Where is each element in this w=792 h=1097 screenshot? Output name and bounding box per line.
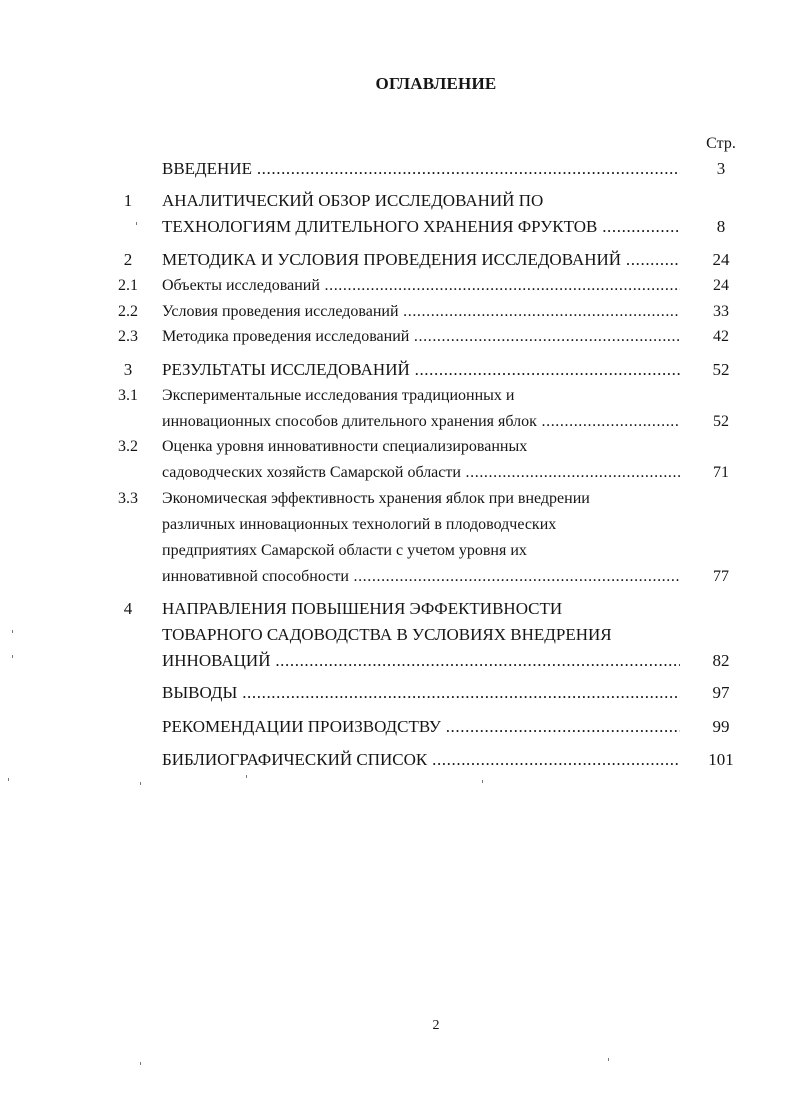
toc-entry-line xyxy=(0,598,792,620)
toc-entry-title: БИБЛИОГРАФИЧЕСКИЙ СПИСОК ..... xyxy=(162,749,680,771)
toc-entry-line xyxy=(0,488,792,510)
toc-entry-page: 71 xyxy=(713,464,729,481)
toc-entry-line xyxy=(0,301,792,323)
toc-entry-title: ИННОВАЦИЙ ..... xyxy=(162,650,680,672)
toc-entry-line xyxy=(0,540,792,562)
toc-entry-page: 24 xyxy=(712,250,730,269)
toc-entry-title: ВЫВОДЫ ..... xyxy=(162,682,680,704)
toc-entry-page: 52 xyxy=(712,360,730,379)
toc-entry-page: 33 xyxy=(713,303,729,320)
toc-entry-title: предприятиях Самарской области с учетом уровня их xyxy=(162,542,527,559)
scan-speck xyxy=(140,1062,141,1065)
toc-entry-title: НАПРАВЛЕНИЯ ПОВЫШЕНИЯ ЭФФЕКТИВНОСТИ xyxy=(162,599,563,618)
scan-speck xyxy=(482,780,483,783)
scan-speck xyxy=(140,782,141,785)
toc-entry-page: 99 xyxy=(712,717,730,736)
toc-entry-page: 77 xyxy=(713,568,729,585)
toc-entry-title: ВВЕДЕНИЕ ..... xyxy=(162,158,680,180)
toc-entry-line xyxy=(0,716,792,738)
toc-entry-page: 82 xyxy=(712,651,730,670)
toc-title: ОГЛАВЛЕНИЕ xyxy=(375,74,497,93)
footer-page-number: 2 xyxy=(432,1018,440,1033)
toc-entry-line xyxy=(0,275,792,297)
toc-entry-number: 3.2 xyxy=(118,438,138,455)
toc-entry-number: 3 xyxy=(123,360,133,379)
toc-entry-title: Экономическая эффективность хранения яблок при внедрении xyxy=(162,490,590,507)
toc-entry-line xyxy=(0,158,792,180)
toc-entry-line xyxy=(0,514,792,536)
toc-entry-number: 3.1 xyxy=(118,387,138,404)
toc-entry-line xyxy=(0,411,792,433)
toc-entry-number: 4 xyxy=(123,599,133,618)
toc-entry-line xyxy=(0,436,792,458)
toc-entry-line xyxy=(0,326,792,348)
toc-entry-title: Объекты исследований ..... xyxy=(162,275,680,297)
toc-entry-line xyxy=(0,216,792,238)
toc-entry-line xyxy=(0,682,792,704)
toc-entry-title: инновативной способности ..... xyxy=(162,566,680,588)
toc-entry-line xyxy=(0,249,792,271)
toc-entry-line xyxy=(0,359,792,381)
toc-entry-page: 97 xyxy=(712,683,730,702)
toc-entry-title: Оценка уровня инновативности специализированных xyxy=(162,438,528,455)
scan-speck xyxy=(136,222,137,225)
toc-entry-page: 8 xyxy=(716,217,726,236)
scan-speck xyxy=(12,630,13,633)
scan-speck xyxy=(8,778,9,781)
toc-entry-line xyxy=(0,624,792,646)
toc-entry-page: 101 xyxy=(708,750,734,769)
toc-entry-title: Методика проведения исследований ..... xyxy=(162,326,680,348)
toc-entry-line xyxy=(0,650,792,672)
toc-entry-page: 42 xyxy=(713,328,729,345)
toc-entry-title: инновационных способов длительного хранения яблок ..... xyxy=(162,411,680,433)
toc-entry-title: ТЕХНОЛОГИЯМ ДЛИТЕЛЬНОГО ХРАНЕНИЯ ФРУКТОВ ..... xyxy=(162,216,680,238)
toc-entry-title: АНАЛИТИЧЕСКИЙ ОБЗОР ИССЛЕДОВАНИЙ ПО xyxy=(162,191,544,210)
toc-entry-line xyxy=(0,749,792,771)
toc-entry-line xyxy=(0,385,792,407)
toc-entry-number: 1 xyxy=(123,191,133,210)
toc-entry-title: РЕЗУЛЬТАТЫ ИССЛЕДОВАНИЙ ..... xyxy=(162,359,680,381)
toc-entry-number: 2.2 xyxy=(118,303,138,320)
toc-entry-number: 2.3 xyxy=(118,328,138,345)
toc-entry-title: садоводческих хозяйств Самарской области ..... xyxy=(162,462,680,484)
scan-speck xyxy=(12,655,13,658)
toc-entry-page: 3 xyxy=(716,159,726,178)
scan-speck xyxy=(246,775,247,778)
toc-entry-line xyxy=(0,190,792,212)
toc-entry-line xyxy=(0,462,792,484)
toc-entry-title: различных инновационных технологий в плодоводческих xyxy=(162,516,557,533)
toc-entry-number: 3.3 xyxy=(118,490,138,507)
toc-entry-page: 52 xyxy=(713,413,729,430)
toc-entry-title: Экспериментальные исследования традиционных и xyxy=(162,387,515,404)
page-column-header: Стр. xyxy=(706,135,736,152)
toc-entry-page: 24 xyxy=(713,277,729,294)
toc-entry-line xyxy=(0,566,792,588)
toc-entry-number: 2 xyxy=(123,250,133,269)
toc-entry-title: Условия проведения исследований ..... xyxy=(162,301,680,323)
toc-entry-number: 2.1 xyxy=(118,277,138,294)
toc-entry-title: МЕТОДИКА И УСЛОВИЯ ПРОВЕДЕНИЯ ИССЛЕДОВАНИЙ ..... xyxy=(162,249,680,271)
scan-speck xyxy=(608,1058,609,1061)
toc-entry-title: РЕКОМЕНДАЦИИ ПРОИЗВОДСТВУ ..... xyxy=(162,716,680,738)
toc-entry-title: ТОВАРНОГО САДОВОДСТВА В УСЛОВИЯХ ВНЕДРЕНИЯ xyxy=(162,625,612,644)
